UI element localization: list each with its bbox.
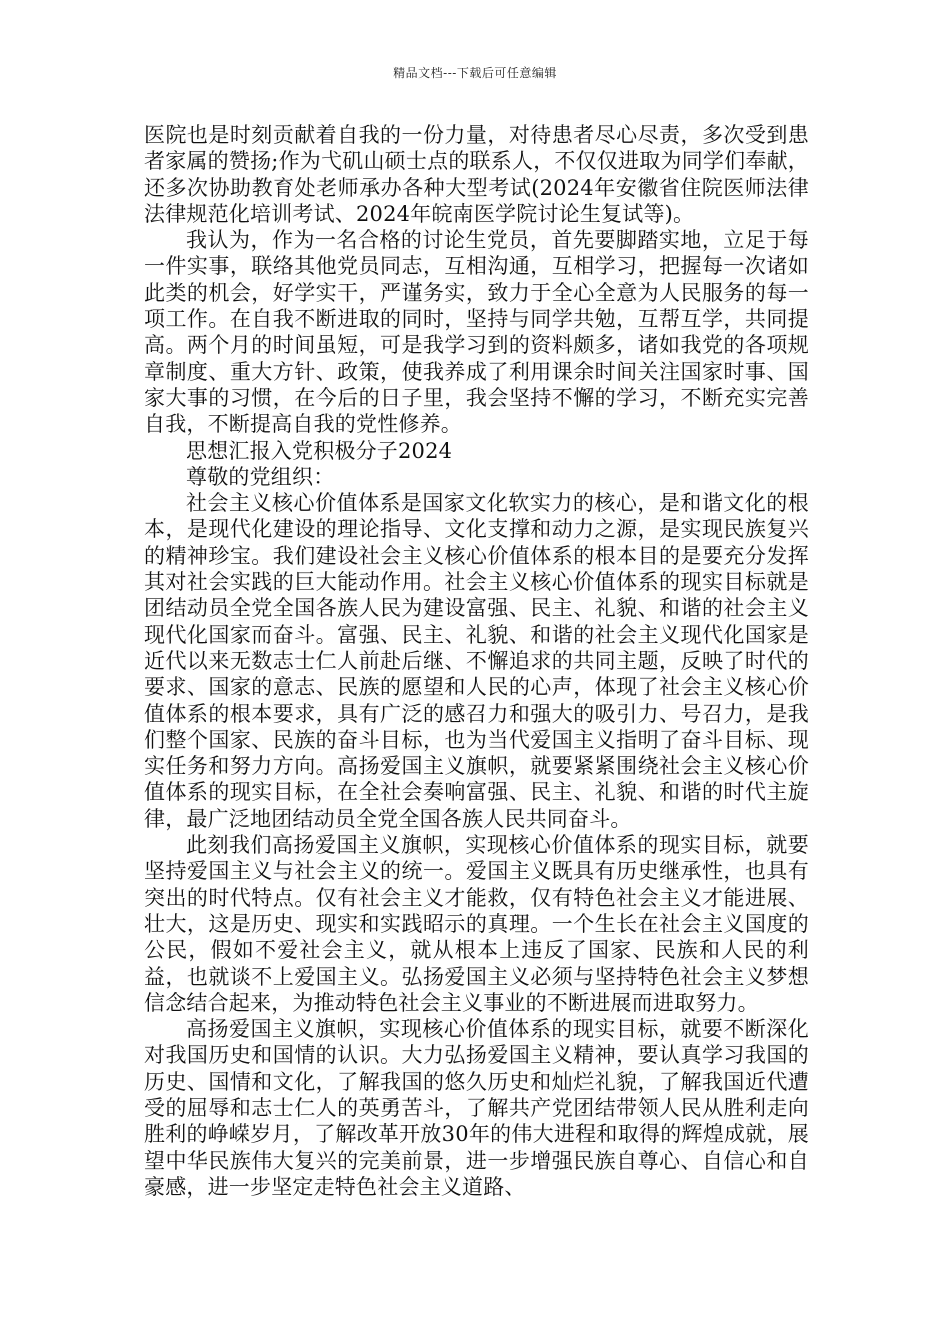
document-body: [144, 122, 809, 1200]
page-header: 精品文档---下载后可任意编辑: [393, 66, 557, 80]
paragraph-continuation: 医院也是时刻贡献着自我的一份力量，对待患者尽心尽责，多次受到患者家属的赞扬;作为弋矶山硕士点的联系人，不仅仅进取为同学们奉献，还多次协助教育处老师承办各种大型考试(2024年安徽省住院医师法律法律规范化培训考试、2024年皖南医学院讨论生复试等)。: [144, 123, 809, 226]
paragraph: 我认为，作为一名合格的讨论生党员，首先要脚踏实地，立足于每一件实事，联络其他党员同志，互相沟通，互相学习，把握每一次诸如此类的机会，好学实干，严谨务实，致力于全心全意为人民服务的每一项工作。在自我不断进取的同时，坚持与同学共勉，互帮互学，共同提高。两个月的时间虽短，可是我学习到的资料颇多，诸如我党的各项规章制度、重大方针、政策，使我养成了利用课余时间关注国家时事、国家大事的习惯，在今后的日子里，我会坚持不懈的学习，不断充实完善自我，不断提高自我的党性修养。: [144, 228, 809, 437]
paragraph: 高扬爱国主义旗帜，实现核心价值体系的现实目标，就要不断深化对我国历史和国情的认识。大力弘扬爱国主义精神，要认真学习我国的历史、国情和文化，了解我国的悠久历史和灿烂礼貌，了解我国近代遭受的屈辱和志士仁人的英勇苦斗，了解共产党团结带领人民从胜利走向胜利的峥嵘岁月，了解改革开放30年的伟大进程和取得的辉煌成就，展望中华民族伟大复兴的完美前景，进一步增强民族自尊心、自信心和自豪感，进一步坚定走特色社会主义道路、: [144, 1017, 809, 1199]
paragraph: 社会主义核心价值体系是国家文化软实力的核心，是和谐文化的根本，是现代化建设的理论指导、文化支撑和动力之源，是实现民族复兴的精神珍宝。我们建设社会主义核心价值体系的根本目的是要充分发挥其对社会实践的巨大能动作用。社会主义核心价值体系的现实目标就是团结动员全党全国各族人民为建设富强、民主、礼貌、和谐的社会主义现代化国家而奋斗。富强、民主、礼貌、和谐的社会主义现代化国家是近代以来无数志士仁人前赴后继、不懈追求的共同主题，反映了时代的要求、国家的意志、民族的愿望和人民的心声，体现了社会主义核心价值体系的根本要求，具有广泛的感召力和强大的吸引力、号召力，是我们整个国家、民族的奋斗目标，也为当代爱国主义指明了奋斗目标、现实任务和努力方向。高扬爱国主义旗帜，就要紧紧围绕社会主义核心价值体系的现实目标，在全社会奏响富强、民主、礼貌、和谐的时代主旋律，最广泛地团结动员全党全国各族人民共同奋斗。: [144, 491, 809, 831]
section-title: 思想汇报入党积极分子2024: [186, 438, 453, 463]
salutation: 尊敬的党组织：: [186, 464, 335, 489]
paragraph: 此刻我们高扬爱国主义旗帜，实现核心价值体系的现实目标，就要坚持爱国主义与社会主义的统一。爱国主义既具有历史继承性，也具有突出的时代特点。仅有社会主义才能救，仅有特色社会主义才能进展、壮大，这是历史、现实和实践昭示的真理。一个生长在社会主义国度的公民，假如不爱社会主义，就从根本上违反了国家、民族和人民的利益，也就谈不上爱国主义。弘扬爱国主义必须与坚持特色社会主义梦想信念结合起来，为推动特色社会主义事业的不断进展而进取努力。: [144, 833, 809, 1015]
